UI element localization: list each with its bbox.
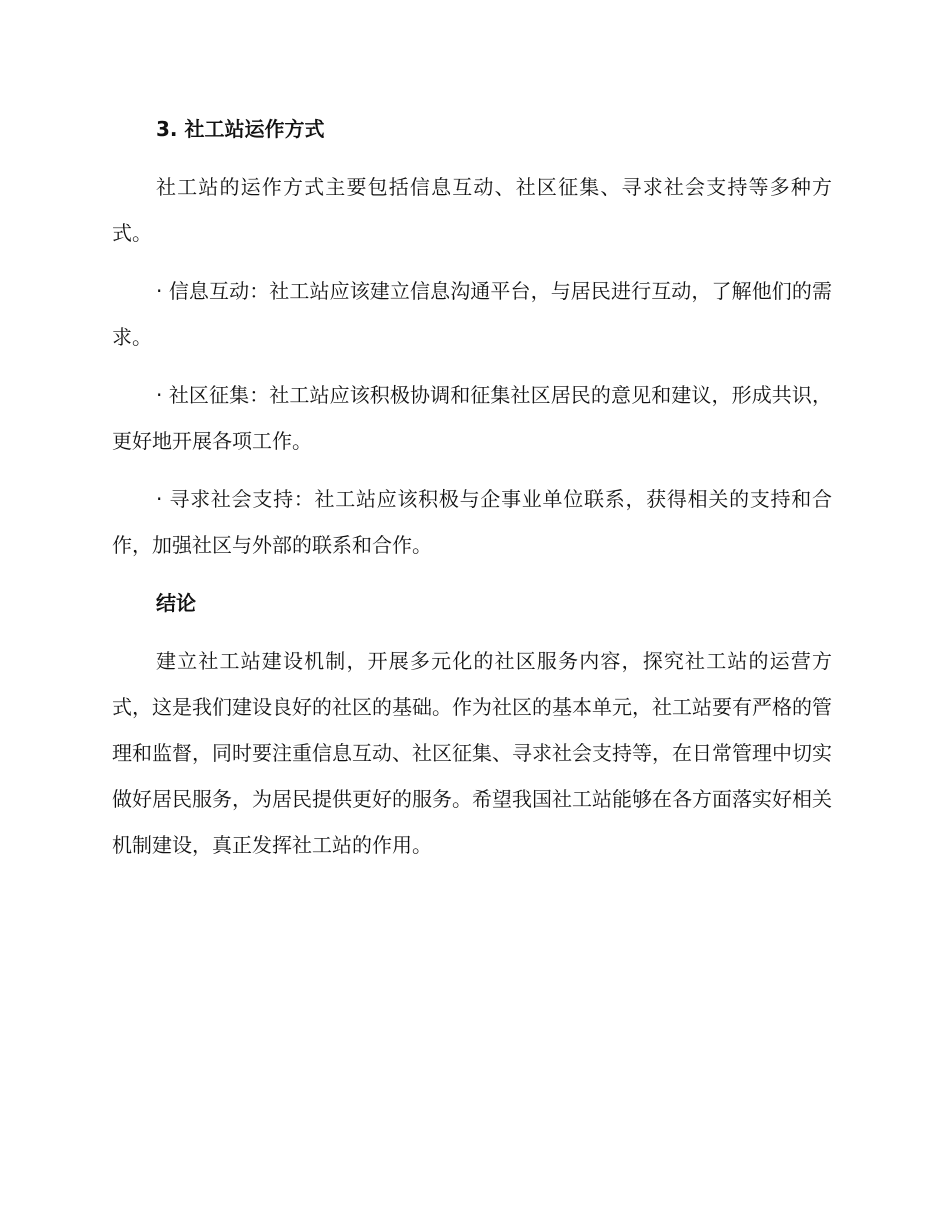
conclusion-paragraph: 建立社工站建设机制，开展多元化的社区服务内容，探究社工站的运营方式，这是我们建设良好的社区的基础。作为社区的基本单元，社工站要有严格的管理和监督，同时要注重信息互动、社区征集、寻求社会支持等，在日常管理中切实做好居民服务，为居民提供更好的服务。希望我国社工站能够在各方面落实好相关机制建设，真正发挥社工站的作用。 [112, 649, 832, 857]
bullet-community-collection: · 社区征集：社工站应该积极协调和征集社区居民的意见和建议，形成共识，更好地开展各项工作。 [112, 383, 832, 453]
intro-paragraph: 社工站的运作方式主要包括信息互动、社区征集、寻求社会支持等多种方式。 [112, 175, 832, 245]
section-heading: 3. 社工站运作方式 [156, 117, 325, 141]
bullet-social-support: · 寻求社会支持：社工站应该积极与企事业单位联系，获得相关的支持和合作，加强社区与外部的联系和合作。 [112, 487, 832, 557]
conclusion-heading: 结论 [156, 591, 196, 615]
document-body [112, 106, 832, 868]
bullet-info-interaction: · 信息互动：社工站应该建立信息沟通平台，与居民进行互动，了解他们的需求。 [112, 279, 832, 349]
